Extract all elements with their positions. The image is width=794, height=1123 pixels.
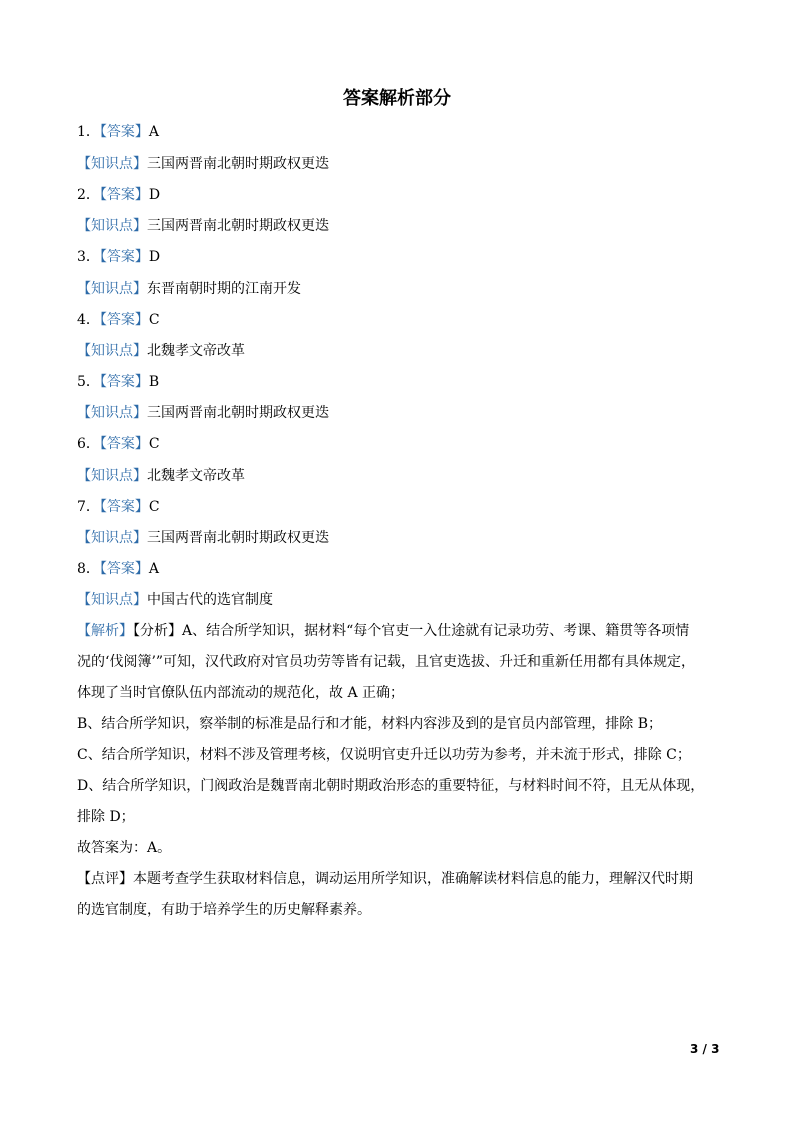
item-number: 5． <box>77 374 100 390</box>
knowledge-line-5 <box>77 403 329 423</box>
analysis-line-5: C、结合所学知识，材料不涉及管理考核，仅说明官吏升迁以功劳为参考，并未流于形式，排除 C； <box>77 747 691 763</box>
knowledge-tag: 【知识点】 <box>77 405 147 421</box>
analysis-line-7: 排除 D； <box>77 809 135 825</box>
answer-tag: 【答案】 <box>99 499 149 515</box>
answer-tag: 【答案】 <box>99 249 149 265</box>
answer-tag: 【答案】 <box>99 436 149 452</box>
answer-value: B <box>148 374 160 390</box>
page-number: 3 / 3 <box>690 1042 720 1056</box>
knowledge-line-7 <box>77 528 329 548</box>
item-number: 4． <box>77 312 100 328</box>
knowledge-tag: 【知识点】 <box>77 343 147 359</box>
answer-tag: 【答案】 <box>99 187 149 203</box>
knowledge-value: 三国两晋南北朝时期政权更迭 <box>147 218 329 234</box>
knowledge-value: 东晋南朝时期的江南开发 <box>147 281 301 297</box>
answer-value: D <box>148 249 161 265</box>
item-number: 3． <box>77 249 100 265</box>
analysis-block <box>77 616 722 926</box>
analysis-line-6: D、结合所学知识，门阀政治是魏晋南北朝时期政治形态的重要特征，与材料时间不符，且无从体现， <box>77 778 705 794</box>
answer-tag: 【答案】 <box>99 312 149 328</box>
knowledge-value: 北魏孝文帝改革 <box>147 343 245 359</box>
analysis-line-3: 体现了当时官僚队伍内部流动的规范化，故 A 正确； <box>77 685 405 701</box>
answer-line-3 <box>77 247 160 267</box>
knowledge-tag: 【知识点】 <box>77 592 147 608</box>
analysis-line-4: B、结合所学知识，察举制的标准是品行和才能，材料内容涉及到的是官员内部管理，排除 B； <box>77 716 663 732</box>
item-number: 6． <box>77 436 100 452</box>
answer-line-5 <box>77 372 159 392</box>
item-number: 2． <box>77 187 100 203</box>
answer-value: C <box>148 436 160 452</box>
knowledge-line-8 <box>77 590 273 610</box>
knowledge-line-4 <box>77 341 245 361</box>
knowledge-value: 中国古代的选官制度 <box>147 592 273 608</box>
knowledge-value: 三国两晋南北朝时期政权更迭 <box>147 530 329 546</box>
knowledge-tag: 【知识点】 <box>77 530 147 546</box>
answer-value: D <box>148 187 161 203</box>
answer-value: A <box>148 561 160 577</box>
page-title: 答案解析部分 <box>343 88 451 109</box>
analysis-line-2: 况的‘伐阅簿’”可知，汉代政府对官员功劳等皆有记载，且官吏选拔、升迁和重新任用都有具体规定， <box>77 654 696 670</box>
answer-line-7 <box>77 497 160 517</box>
knowledge-value: 北魏孝文帝改革 <box>147 468 245 484</box>
answer-line-8 <box>77 559 159 579</box>
item-number: 8． <box>77 561 100 577</box>
knowledge-line-6 <box>77 466 245 486</box>
answer-line-6 <box>77 434 160 454</box>
analysis-tag: 【解析】 <box>77 623 133 639</box>
answer-line-1 <box>77 122 159 142</box>
knowledge-line-1 <box>77 154 329 174</box>
knowledge-tag: 【知识点】 <box>77 468 147 484</box>
item-number: 7． <box>77 499 100 515</box>
knowledge-value: 三国两晋南北朝时期政权更迭 <box>147 156 329 172</box>
answer-value: A <box>148 124 160 140</box>
analysis-line-1: 【解析】【分析】A、结合所学知识，据材料“每个官吏一入仕途就有记录功劳、考课、籍贯等各项情 <box>77 623 690 639</box>
answer-tag: 【答案】 <box>99 561 149 577</box>
comment-line-1: 【点评】本题考查学生获取材料信息，调动运用所学知识，准确解读材料信息的能力，理解汉代时期 <box>77 871 693 887</box>
knowledge-tag: 【知识点】 <box>77 156 147 172</box>
knowledge-line-3 <box>77 279 301 299</box>
analysis-line-8: 故答案为：A。 <box>77 840 172 856</box>
answer-value: C <box>148 312 160 328</box>
answer-value: C <box>148 499 160 515</box>
item-number: 1． <box>77 124 100 140</box>
answer-tag: 【答案】 <box>99 124 149 140</box>
knowledge-tag: 【知识点】 <box>77 218 147 234</box>
knowledge-value: 三国两晋南北朝时期政权更迭 <box>147 405 329 421</box>
knowledge-tag: 【知识点】 <box>77 281 147 297</box>
answer-line-4 <box>77 310 160 330</box>
answer-tag: 【答案】 <box>99 374 149 390</box>
knowledge-line-2 <box>77 216 329 236</box>
comment-line-2: 的选官制度，有助于培养学生的历史解释素养。 <box>77 902 371 918</box>
answer-line-2 <box>77 185 160 205</box>
